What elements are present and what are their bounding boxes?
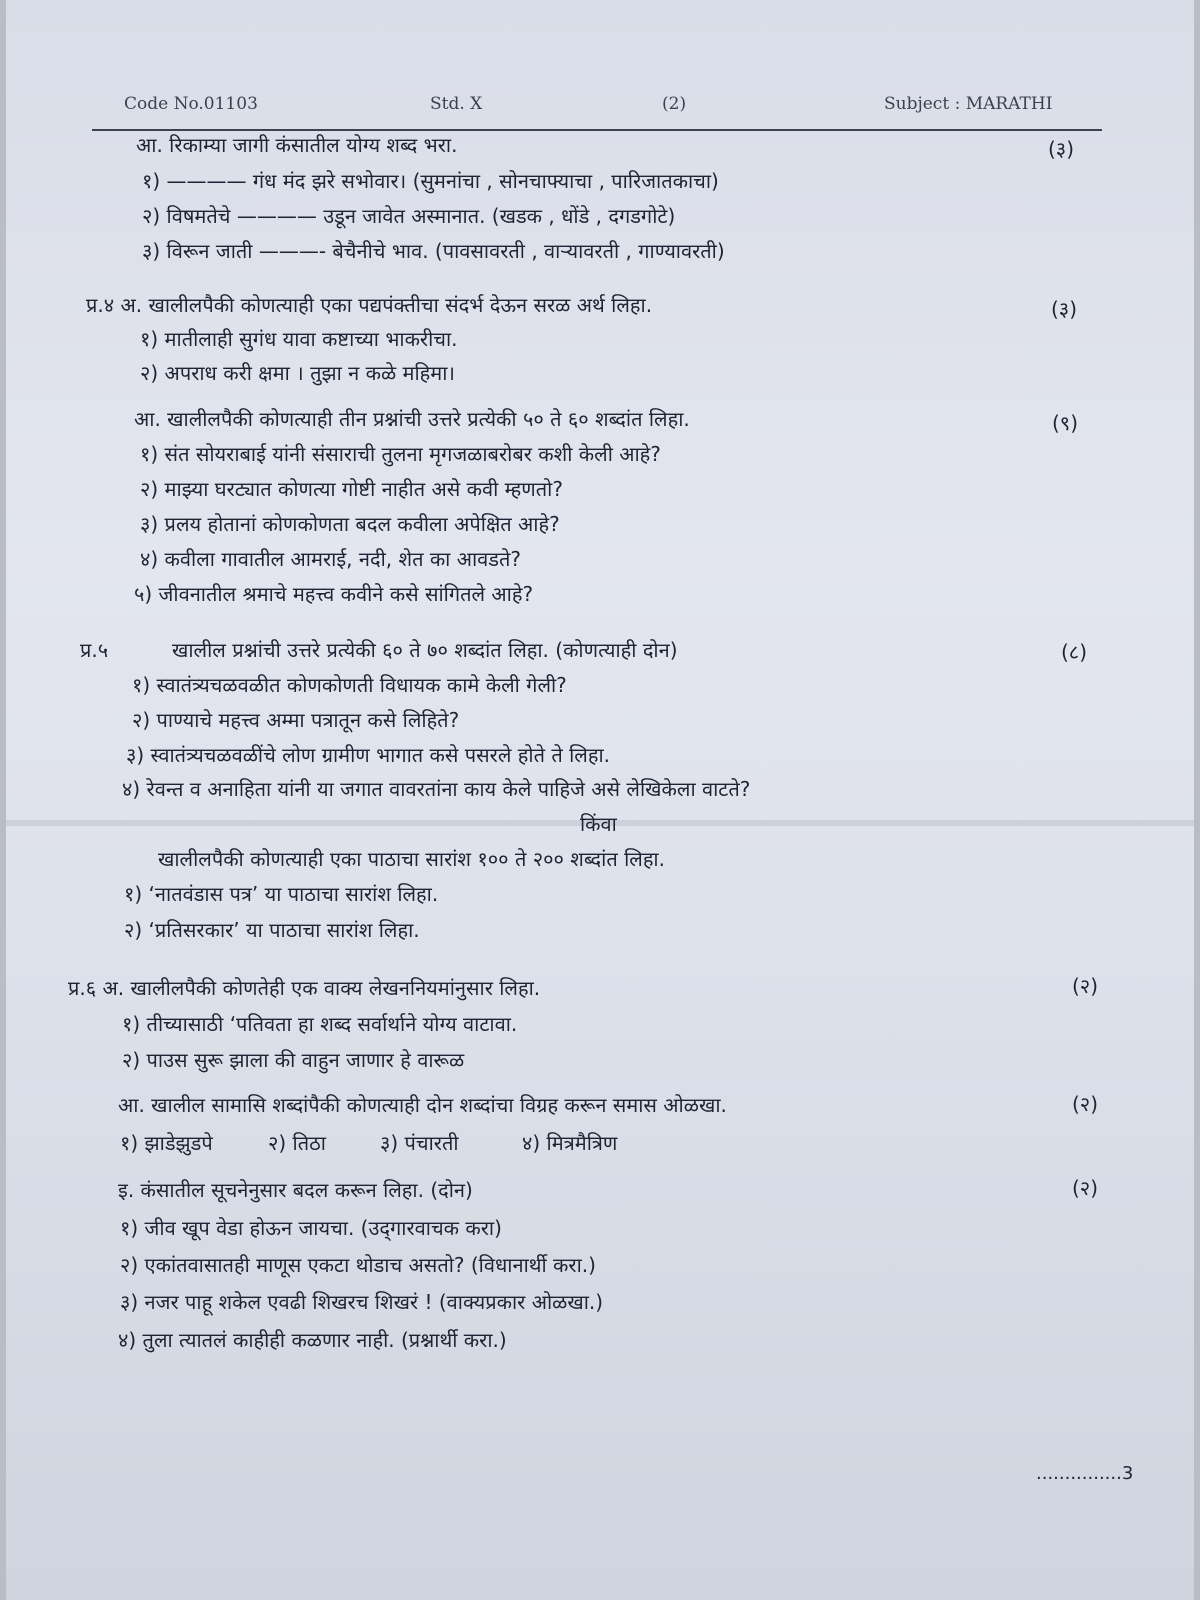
q3b-item-3: ३) विरून जाती ———- बेचैनीचे भाव. (पावसावरती , वाऱ्यावरती , गाण्यावरती)	[142, 239, 725, 263]
q4b-marks: (९)	[1052, 411, 1079, 435]
q6c-item-4: ४) तुला त्यातलं काहीही कळणार नाही. (प्रश्नार्थी करा.)	[118, 1328, 507, 1352]
subject: Subject : MARATHI	[884, 94, 1053, 114]
q6a-item-1: १) तीच्यासाठी ‘पतिवता हा शब्द सर्वार्थाने योग्य वाटावा.	[122, 1012, 518, 1036]
q5-or: किंवा	[580, 812, 617, 836]
q5-number: प्र.५	[80, 638, 109, 662]
q5-alt-item-1: १) ‘नातवंडास पत्र’ या पाठाचा सारांश लिहा.	[124, 882, 439, 906]
q6c-item-1: १) जीव खूप वेडा होऊन जायचा. (उद्‌गारवाचक करा)	[120, 1216, 502, 1240]
q3b-item-1: १) ———— गंध मंद झरे सभोवार। (सुमनांचा , सोनचाफ्याचा , पारिजातकाचा)	[142, 169, 719, 193]
q6b-item-2: २) तिठा	[268, 1131, 326, 1155]
q6b-item-4: ४) मित्रमैत्रिण	[522, 1131, 618, 1155]
q4b-title: आ. खालीलपैकी कोणत्याही तीन प्रश्नांची उत्तरे प्रत्येकी ५० ते ६० शब्दांत लिहा.	[134, 407, 690, 431]
code-number: Code No.01103	[124, 94, 258, 114]
q5-alt-item-2: २) ‘प्रतिसरकार’ या पाठाचा सारांश लिहा.	[124, 918, 420, 942]
page-number: (2)	[662, 94, 687, 114]
q4a-marks: (३)	[1051, 297, 1078, 321]
q4b-item-5: ५) जीवनातील श्रमाचे महत्त्व कवीने कसे सांगितले आहे?	[134, 582, 534, 606]
q5-item-4: ४) रेवन्त व अनाहिता यांनी या जगात वावरतांना काय केले पाहिजे असे लेखिकेला वाटते?	[122, 777, 751, 801]
q6a-item-2: २) पाउस सुरू झाला की वाहुन जाणार हे वारूळ	[122, 1048, 465, 1072]
q6b-item-3: ३) पंचारती	[380, 1131, 459, 1155]
q5-alt-title: खालीलपैकी कोणत्याही एका पाठाचा सारांश १०० ते २०० शब्दांत लिहा.	[158, 847, 665, 871]
q6b-title: आ. खालील सामासि शब्दांपैकी कोणत्याही दोन शब्दांचा विग्रह करून समास ओळखा.	[118, 1093, 727, 1117]
paper-header	[118, 94, 1093, 122]
q6a-title: प्र.६ अ. खालीलपैकी कोणतेही एक वाक्य लेखननियमांनुसार लिहा.	[68, 976, 541, 1000]
q6a-marks: (२)	[1072, 974, 1099, 998]
q3b-title: आ. रिकाम्या जागी कंसातील योग्य शब्द भरा.	[136, 133, 458, 157]
q5-item-1: १) स्वातंत्र्यचळवळीत कोणकोणती विधायक कामे केली गेली?	[132, 673, 567, 697]
q4a-title: प्र.४ अ. खालीलपैकी कोणत्याही एका पद्यपंक्तीचा संदर्भ देऊन सरळ अर्थ लिहा.	[86, 293, 653, 317]
q4b-item-4: ४) कवीला गावातील आमराई, नदी, शेत का आवडते?	[140, 547, 521, 571]
q4a-item-1: १) मातीलाही सुगंध यावा कष्टाच्या भाकरीचा.	[140, 327, 458, 351]
standard: Std. X	[430, 94, 483, 114]
exam-paper	[6, 0, 1194, 1600]
q3b-item-2: २) विषमतेचे ———— उडून जावेत अस्मानात. (खडक , धोंडे , दगडगोटे)	[142, 204, 676, 228]
q6b-marks: (२)	[1072, 1092, 1099, 1116]
q5-title: खालील प्रश्नांची उत्तरे प्रत्येकी ६० ते ७० शब्दांत लिहा. (कोणत्याही दोन)	[172, 638, 678, 662]
q6c-marks: (२)	[1072, 1176, 1099, 1200]
q4a-item-2: २) अपराध करी क्षमा । तुझा न कळे महिमा।	[140, 361, 455, 385]
q6c-item-2: २) एकांतवासातही माणूस एकटा थोडाच असतो? (विधानार्थी करा.)	[120, 1253, 596, 1277]
q4b-item-1: १) संत सोयराबाई यांनी संसाराची तुलना मृगजळाबरोबर कशी केली आहे?	[140, 442, 661, 466]
next-page-indicator: ...............3	[1036, 1463, 1134, 1484]
q6c-title: इ. कंसातील सूचनेनुसार बदल करून लिहा. (दोन)	[118, 1178, 473, 1202]
q5-item-2: २) पाण्याचे महत्त्व अम्मा पत्रातून कसे लिहिते?	[132, 708, 460, 732]
q3b-marks: (३)	[1048, 137, 1075, 161]
q6c-item-3: ३) नजर पाहू शकेल एवढी शिखरच शिखरं ! (वाक्यप्रकार ओळखा.)	[120, 1290, 604, 1314]
q5-item-3: ३) स्वातंत्र्यचळवळींचे लोण ग्रामीण भागात कसे पसरले होते ते लिहा.	[126, 743, 610, 767]
q4b-item-2: २) माझ्या घरट्यात कोणत्या गोष्टी नाहीत असे कवी म्हणतो?	[140, 477, 563, 501]
q5-marks: (८)	[1061, 640, 1088, 664]
q4b-item-3: ३) प्रलय होतानां कोणकोणता बदल कवीला अपेक्षित आहे?	[140, 512, 560, 536]
q6b-item-1: १) झाडेझुडपे	[120, 1131, 213, 1155]
